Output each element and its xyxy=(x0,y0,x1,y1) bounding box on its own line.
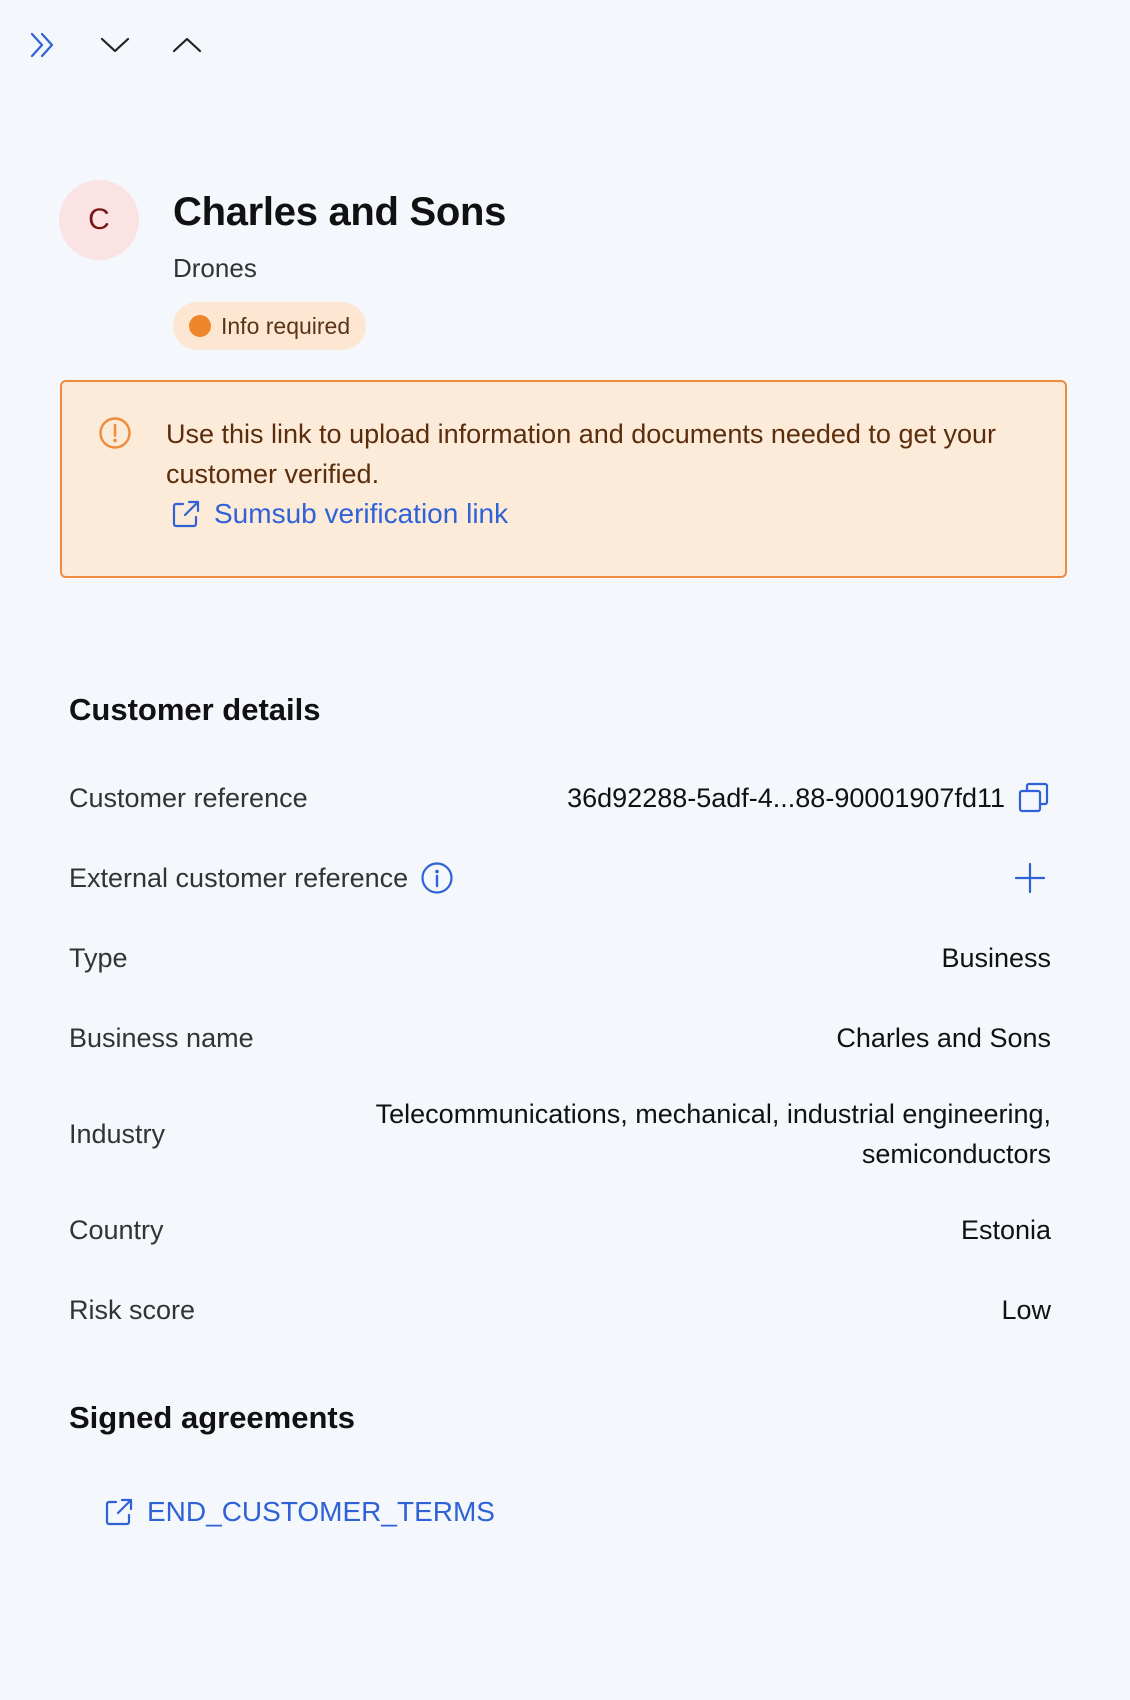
sumsub-link-label: Sumsub verification link xyxy=(214,498,509,529)
warning-circle-icon xyxy=(98,416,132,450)
detail-value: Estonia xyxy=(960,1214,1051,1245)
detail-row-type xyxy=(69,936,1051,980)
customer-details-heading: Customer details xyxy=(69,692,321,727)
alert-icon-wrap xyxy=(98,416,132,450)
detail-row-external-customer-reference xyxy=(69,856,1051,900)
next-item-button[interactable] xyxy=(94,24,136,66)
plus-icon[interactable] xyxy=(1013,861,1047,895)
collapse-panel-button[interactable] xyxy=(22,24,64,66)
external-reference-label: External customer reference xyxy=(69,862,409,893)
chevron-down-icon xyxy=(99,29,131,61)
page-title: Charles and Sons xyxy=(173,190,507,234)
agreement-link-label: END_CUSTOMER_TERMS xyxy=(147,1496,495,1527)
chevron-up-icon xyxy=(171,29,203,61)
detail-row-business-name xyxy=(69,1016,1051,1060)
detail-label: Industry xyxy=(69,1118,166,1149)
detail-row-industry xyxy=(69,1094,1051,1174)
customer-reference-value: 36d92288-5adf-4...88-90001907fd11 xyxy=(567,782,1005,813)
detail-value: Telecommunications, mechanical, industrial engineering, semiconductors xyxy=(375,1099,1051,1169)
detail-row-country xyxy=(69,1208,1051,1252)
avatar: C xyxy=(59,180,139,260)
status-dot xyxy=(189,315,211,337)
agreement-link[interactable] xyxy=(103,1496,495,1528)
detail-label: Business name xyxy=(69,1022,254,1053)
info-icon[interactable] xyxy=(420,861,454,895)
detail-value xyxy=(1001,861,1051,895)
detail-label: Customer reference xyxy=(69,782,308,813)
detail-value xyxy=(567,781,1051,815)
verification-alert xyxy=(60,380,1067,578)
copy-icon[interactable] xyxy=(1017,781,1051,815)
alert-message: Use this link to upload information and documents needed to get your customer verified. xyxy=(166,419,997,489)
external-link-icon xyxy=(103,1496,135,1528)
page-subtitle: Drones xyxy=(173,253,257,283)
signed-agreements-heading: Signed agreements xyxy=(69,1400,355,1435)
detail-value: Charles and Sons xyxy=(836,1022,1051,1053)
detail-label: Type xyxy=(69,942,128,973)
customer-header xyxy=(59,180,506,350)
external-link-icon xyxy=(170,498,202,530)
detail-label: Risk score xyxy=(69,1294,196,1325)
status-badge-label: Info required xyxy=(221,312,351,339)
detail-label: Country xyxy=(69,1214,164,1245)
double-chevron-right-icon xyxy=(27,29,59,61)
detail-value: Business xyxy=(941,942,1051,973)
detail-value: Low xyxy=(1001,1294,1051,1325)
toolbar xyxy=(22,24,208,66)
sumsub-verification-link[interactable] xyxy=(170,498,508,530)
detail-row-customer-reference xyxy=(69,776,1051,820)
status-badge xyxy=(173,302,366,350)
header-text xyxy=(173,180,506,350)
detail-label xyxy=(69,861,454,895)
detail-row-risk-score xyxy=(69,1288,1051,1332)
previous-item-button[interactable] xyxy=(166,24,208,66)
